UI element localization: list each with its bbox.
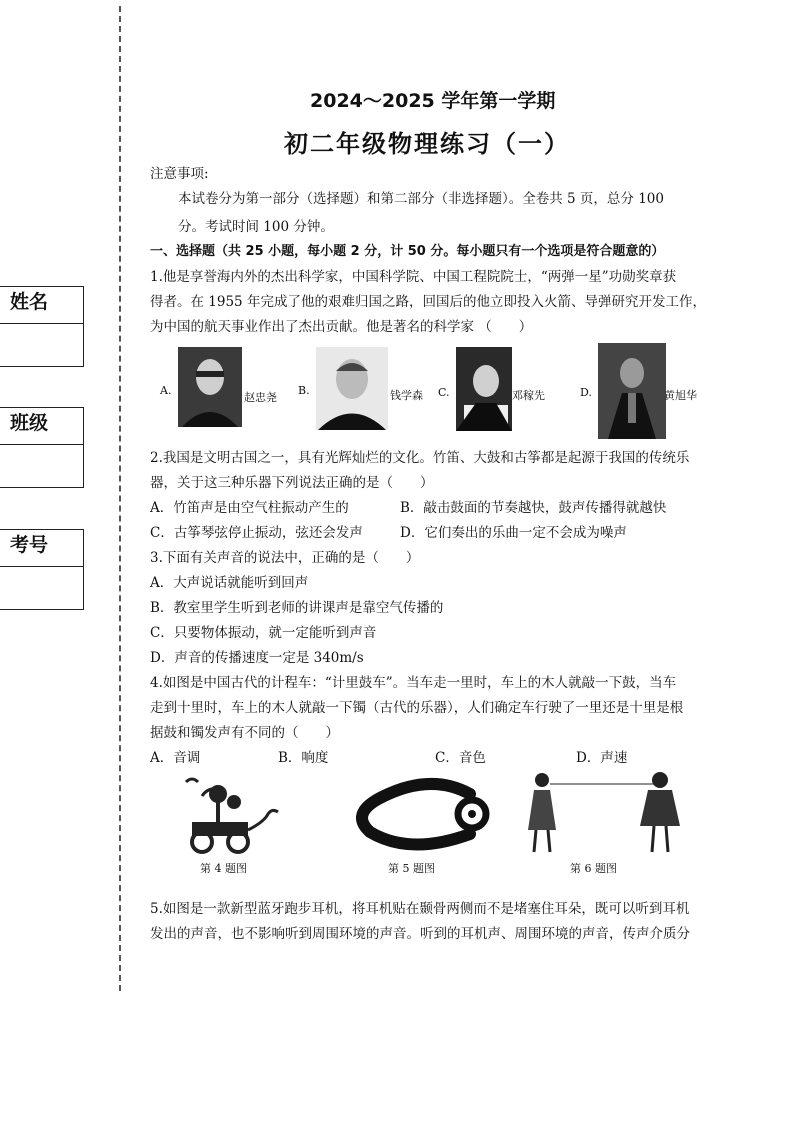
portrait-b [316, 347, 388, 430]
q2-option-b[interactable]: B．敲击鼓面的节奏越快，鼓声传播得就越快 [400, 500, 667, 516]
q1-option-letter[interactable]: D. [580, 386, 592, 399]
q1-line: 为中国的航天事业作出了杰出贡献。他是著名的科学家 （ ） [150, 319, 533, 335]
class-box [0, 407, 84, 488]
figure-6-caption: 第 6 题图 [570, 862, 617, 875]
notice-heading: 注意事项: [150, 166, 209, 182]
portrait-a [178, 347, 242, 427]
name-field[interactable] [0, 324, 83, 366]
q1-option-letter[interactable]: C. [438, 386, 450, 399]
q2-option-c[interactable]: C．古筝琴弦停止振动，弦还会发声 [150, 525, 363, 541]
q1-option-name: 邓稼先 [512, 389, 545, 402]
q2-option-d[interactable]: D．它们奏出的乐曲一定不会成为噪声 [400, 525, 627, 541]
q3-stem: 3.下面有关声音的说法中，正确的是（ ） [150, 550, 420, 566]
term-title: 2024～2025 学年第一学期 [310, 90, 556, 112]
figure-4-caption: 第 4 题图 [200, 862, 247, 875]
name-box [0, 286, 84, 367]
q1-option-letter[interactable]: B. [298, 384, 310, 397]
notice-line-2: 分。考试时间 100 分钟。 [178, 219, 334, 235]
q1-option-letter[interactable]: A. [160, 384, 172, 397]
q4-option-c[interactable]: C．音色 [435, 750, 486, 766]
id-field[interactable] [0, 567, 83, 609]
q2-line: 器，关于这三种乐器下列说法正确的是（ ） [150, 475, 434, 491]
notice-line-1: 本试卷分为第一部分（选择题）和第二部分（非选择题）。全卷共 5 页，总分 100 [178, 191, 664, 207]
portrait-d [598, 343, 666, 439]
q3-option-b[interactable]: B．教室里学生听到老师的讲课声是靠空气传播的 [150, 600, 444, 616]
q2-line: 2.我国是文明古国之一，具有光辉灿烂的文化。竹笛、大鼓和古筝都是起源于我国的传统乐 [150, 450, 690, 466]
id-box [0, 529, 84, 610]
figure-5-caption: 第 5 题图 [388, 862, 435, 875]
q4-line: 据鼓和镯发声有不同的（ ） [150, 725, 339, 741]
q3-option-d[interactable]: D．声音的传播速度一定是 340m/s [150, 650, 364, 666]
q4-line: 走到十里时，车上的木人就敲一下镯（古代的乐器），人们确定车行驶了一里还是十里是根 [150, 700, 684, 716]
section-1-heading: 一、选择题（共 25 小题，每小题 2 分，计 50 分。每小题只有一个选项是符合题意的） [150, 244, 665, 259]
q1-option-name: 钱学森 [390, 389, 423, 402]
q3-option-a[interactable]: A．大声说话就能听到回声 [150, 575, 309, 591]
q2-option-a[interactable]: A．竹笛声是由空气柱振动产生的 [150, 500, 349, 516]
id-label: 考号 [0, 530, 83, 567]
class-label: 班级 [0, 408, 83, 445]
name-label: 姓名 [0, 287, 83, 324]
class-field[interactable] [0, 445, 83, 487]
portrait-c [456, 347, 512, 431]
drum-cart-figure [180, 774, 300, 862]
binding-line [119, 6, 121, 991]
string-telephone-figure [520, 770, 690, 862]
q3-option-c[interactable]: C．只要物体振动，就一定能听到声音 [150, 625, 377, 641]
q5-line: 发出的声音，也不影响听到周围环境的声音。听到的耳机声、周围环境的声音，传声介质分 [150, 926, 690, 942]
q1-line: 得者。在 1955 年完成了他的艰难归国之路，回国后的他立即投入火箭、导弹研究开发工作， [150, 294, 706, 310]
q4-option-d[interactable]: D．声速 [576, 750, 628, 766]
page-title: 初二年级物理练习（一） [284, 130, 570, 158]
q1-option-name: 黄旭华 [664, 389, 697, 402]
q4-option-b[interactable]: B．响度 [278, 750, 329, 766]
q1-option-name: 赵忠尧 [244, 391, 277, 404]
q5-line: 5.如图是一款新型蓝牙跑步耳机，将耳机贴在颞骨两侧而不是堵塞住耳朵，既可以听到耳机 [150, 901, 690, 917]
q4-option-a[interactable]: A．音调 [150, 750, 201, 766]
q1-line: 1.他是享誉海内外的杰出科学家，中国科学院、中国工程院院士，“两弹一星”功勋奖章获 [150, 269, 677, 285]
q4-line: 4.如图是中国古代的计程车：“计里鼓车”。当车走一里时，车上的木人就敲一下鼓，当车 [150, 675, 677, 691]
bone-headphone-figure [340, 776, 490, 860]
